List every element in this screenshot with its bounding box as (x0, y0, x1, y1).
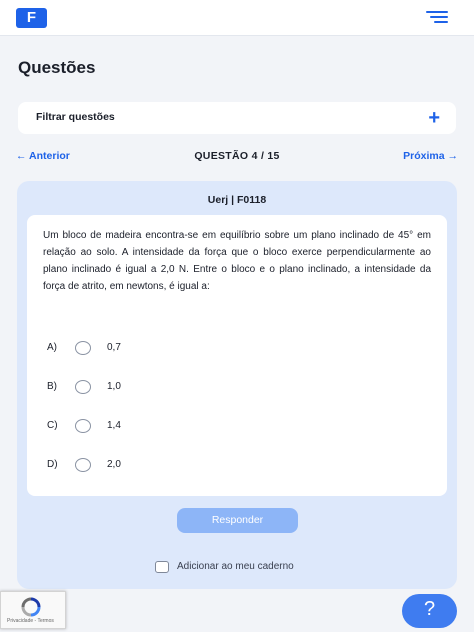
question-mark-icon: ? (423, 598, 436, 620)
checkbox[interactable] (155, 561, 169, 573)
option-c[interactable] (47, 417, 247, 437)
option-value: 1,0 (107, 381, 121, 392)
option-d[interactable] (47, 456, 247, 476)
recaptcha-badge[interactable] (0, 591, 66, 629)
filter-questions-toggle[interactable] (18, 102, 456, 134)
option-letter: C) (47, 420, 58, 431)
recaptcha-icon (13, 596, 49, 618)
recaptcha-links[interactable]: Privacidade - Termos (7, 618, 54, 624)
radio-button[interactable] (75, 341, 91, 355)
option-b[interactable] (47, 378, 247, 398)
logo[interactable]: F (16, 8, 47, 28)
filter-label: Filtrar questões (36, 111, 115, 123)
question-navigation (16, 150, 458, 166)
add-to-notebook-label: Adicionar ao meu caderno (177, 561, 294, 572)
top-bar (0, 0, 474, 36)
option-value: 0,7 (107, 342, 121, 353)
next-button[interactable]: Próxima → (403, 150, 458, 162)
option-letter: D) (47, 459, 58, 470)
radio-button[interactable] (75, 380, 91, 394)
add-to-notebook-checkbox[interactable] (155, 560, 355, 576)
help-button[interactable] (402, 594, 457, 628)
question-text: Um bloco de madeira encontra-se em equilíbrio sobre um plano inclinado de 45° em relação ao solo. A intensidade da força que o bloco exerce perpendicularmente ao plano inclinado é igual a 2,0 N. Entre o bloco e o plano inclinado, a intensidade da força de atrito, em newtons, é igual a: (43, 230, 431, 292)
question-card (17, 181, 457, 589)
question-source: Uerj | F0118 (207, 194, 267, 206)
option-a[interactable] (47, 339, 247, 359)
plus-icon[interactable]: + (428, 107, 440, 129)
option-letter: B) (47, 381, 57, 392)
answer-button[interactable]: Responder (177, 508, 298, 533)
radio-button[interactable] (75, 458, 91, 472)
question-body (27, 215, 447, 496)
option-value: 2,0 (107, 459, 121, 470)
question-counter: QUESTÃO 4 / 15 (194, 150, 280, 162)
page-title: Questões (18, 58, 96, 77)
hamburger-menu-icon[interactable] (426, 11, 448, 25)
radio-button[interactable] (75, 419, 91, 433)
option-value: 1,4 (107, 420, 121, 431)
previous-button[interactable]: ← Anterior (16, 150, 70, 162)
option-letter: A) (47, 342, 57, 353)
